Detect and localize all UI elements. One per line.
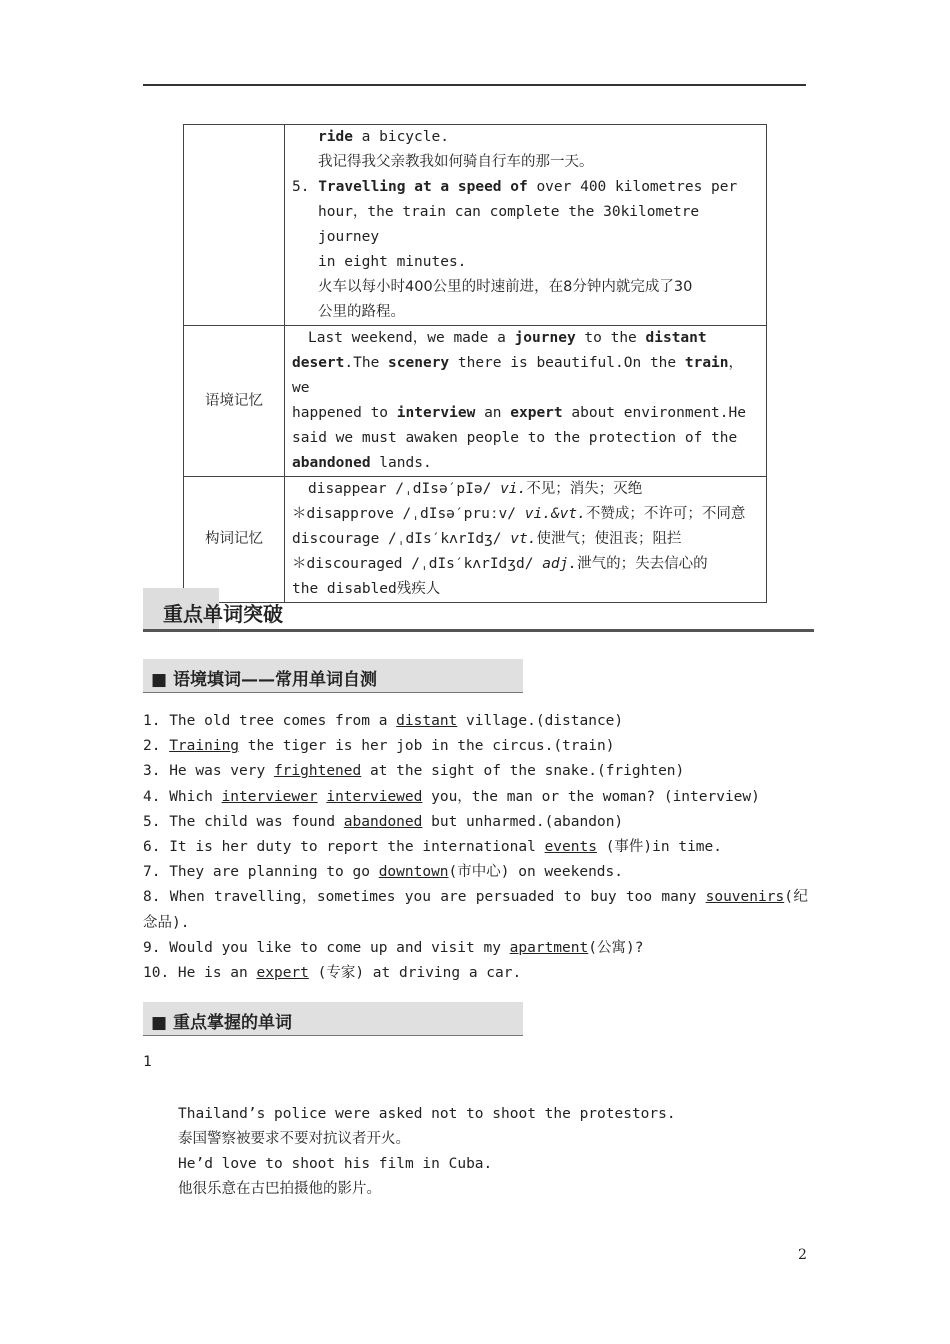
bold-phrase: Travelling at a speed of [318, 179, 528, 195]
translation: 火车以每小时400公里的时速前进，在8分钟内就完成了30 [318, 279, 693, 295]
table-row [184, 125, 767, 326]
word-formation-list: disappear /ˌdIsə′pIə/ vi.不见；消失；灭绝 ＊disapprove /ˌdIsə′pruːv/ vi.&vt.不赞成；不许可；不同意 discourage /ˌdIs′kʌrIdʒ/ vt.使泄气；使沮丧；阻拦 ＊discouraged /ˌdIs′kʌrIdʒd/ adj.泄气的；失去信心的 the disabled残疾人 [285, 477, 767, 603]
list-item: 1. The old tree comes from a distant village.(distance) [143, 713, 624, 729]
table-cell [285, 125, 767, 326]
heading-underline [143, 629, 814, 632]
item-number: 5. [292, 179, 319, 195]
text: over 400 kilometres per [527, 179, 738, 195]
list-item: 8. When travelling，sometimes you are persuaded to buy too many souvenirs(纪念品). [143, 889, 808, 931]
subsection-heading-1 [143, 659, 523, 693]
answer: distant [396, 713, 458, 729]
answer: apartment [509, 939, 589, 956]
exercise-list [143, 709, 808, 986]
subsection-heading-2 [143, 1002, 523, 1036]
list-item: 10. He is an expert (专家) at driving a car. [143, 965, 522, 982]
table-label-empty [184, 125, 285, 326]
bold-phrase: ride [318, 129, 353, 145]
list-item: 5. The child was found abandoned but unharmed.(abandon) [143, 813, 624, 830]
answer: abandoned [343, 813, 423, 830]
subsection-title: ■ 语境填词——常用单词自测 [151, 670, 377, 690]
text: hour，the train can complete the 30kilometre journey [318, 204, 700, 245]
sentence: He’d love to shoot his film in Cuba. [178, 1156, 493, 1172]
text: a bicycle. [352, 129, 449, 145]
translation: 公里的路程。 [318, 304, 405, 320]
translation: 泰国警察被要求不要对抗议者开火。 [178, 1131, 410, 1147]
answer: frightened [273, 763, 362, 780]
table-row [184, 477, 767, 603]
table-row [184, 326, 767, 477]
subsection-title: ■ 重点掌握的单词 [151, 1013, 292, 1033]
item-number: 1 [143, 1054, 152, 1070]
list-item: 3. He was very frightened at the sight of the snake.(frighten) [143, 763, 685, 780]
answer: interviewed [326, 788, 423, 805]
table-label-context: 语境记忆 [184, 326, 285, 477]
section-heading [143, 588, 814, 630]
table-label-wordformation: 构词记忆 [184, 477, 285, 603]
list-item: 4. Which interviewer interviewed you，the man or the woman? (interview) [143, 788, 760, 805]
header-rule [143, 84, 806, 86]
text: in eight minutes. [318, 254, 467, 270]
answer: souvenirs [705, 889, 785, 906]
translation: 他很乐意在古巴拍摄他的影片。 [178, 1181, 381, 1197]
section-title: 重点单词突破 [163, 602, 283, 626]
list-item: 7. They are planning to go downtown(市中心) on weekends. [143, 864, 623, 881]
list-item: 2. Training the tiger is her job in the circus.(train) [143, 738, 615, 755]
sentence: Thailand’s police were asked not to shoot the protestors. [178, 1106, 676, 1122]
list-item: 9. Would you like to come up and visit my apartment(公寓)? [143, 939, 644, 956]
answer: events [544, 839, 597, 856]
example-sentences [178, 1102, 676, 1202]
answer: interviewer [221, 788, 318, 805]
translation: 我记得我父亲教我如何骑自行车的那一天。 [318, 154, 594, 170]
vocab-table [183, 124, 767, 603]
context-paragraph: Last weekend，we made a journey to the distant desert.The scenery there is beautiful.On the train，we happened to interview an expert about environment.He said we must awaken people to the protection of the abandoned lands. [285, 326, 767, 477]
list-item: 6. It is her duty to report the international events (事件)in time. [143, 839, 722, 856]
answer: downtown [378, 864, 449, 881]
answer: Training [169, 738, 240, 755]
page-number: 2 [798, 1247, 807, 1263]
answer: expert [256, 965, 309, 982]
